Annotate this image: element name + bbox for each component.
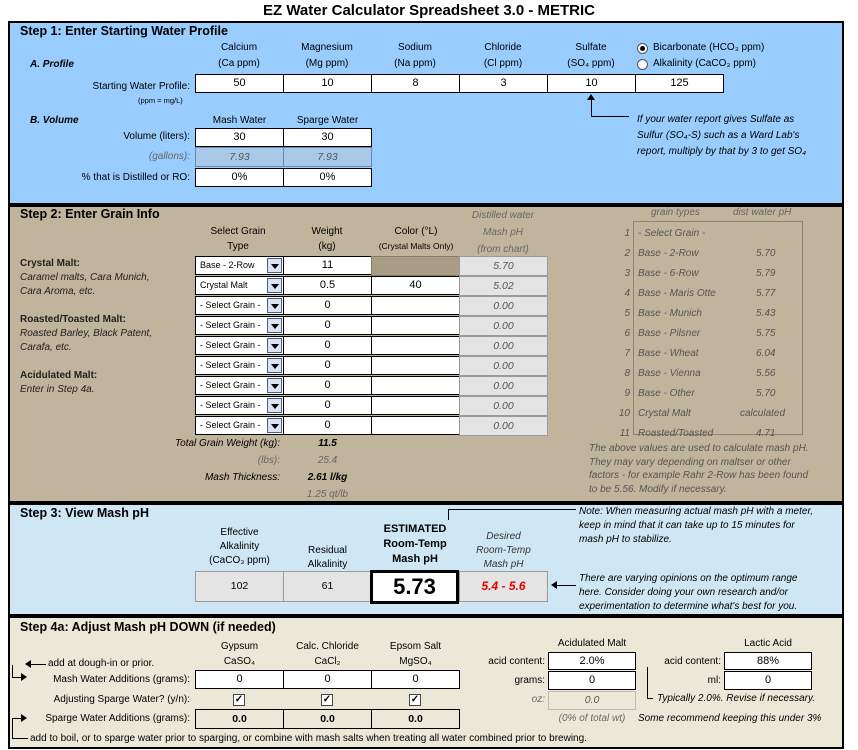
acid-grams-label: grams: xyxy=(514,675,545,686)
grain-select-6-value: - Select Grain - xyxy=(200,360,261,370)
thickness-value: 2.61 l/kg xyxy=(307,472,348,483)
roasted-malt-title: Roasted/Toasted Malt: xyxy=(20,314,126,325)
grain-select-9-value: - Select Grain - xyxy=(200,420,261,430)
ph-note1-l2: keep in mind that it can take up to 15 minutes for xyxy=(579,520,795,531)
chevron-down-icon[interactable] xyxy=(267,358,282,373)
grain-weight-9[interactable]: 0 xyxy=(283,416,372,435)
grain-weight-2[interactable]: 0.5 xyxy=(283,276,372,295)
dough-arrow-line xyxy=(30,664,46,665)
alkalinity-radio[interactable] xyxy=(637,59,648,70)
grain-color-2[interactable]: 40 xyxy=(371,276,460,295)
boil-arrow-vline xyxy=(12,718,13,739)
mash-distilled-input[interactable]: 0% xyxy=(195,168,284,187)
gypsum-sparge-checkbox[interactable]: ✓ xyxy=(234,694,244,705)
grain-weight-5[interactable]: 0 xyxy=(283,336,372,355)
gypsum-mash-input[interactable]: 0 xyxy=(195,670,284,689)
color-header-l1: Color (°L) xyxy=(394,226,438,237)
salt-epsom-name: Epsom Salt xyxy=(389,641,442,652)
eff-alk-l2: Alkalinity xyxy=(219,541,260,552)
mash-water-header: Mash Water xyxy=(212,115,267,126)
grain-ref-row xyxy=(600,324,810,344)
grain-note-l4: to be 5.56. Modify if necessary. xyxy=(589,483,727,495)
grain-weight-3[interactable]: 0 xyxy=(283,296,372,315)
dist-ph-header: dist water pH xyxy=(733,207,792,218)
grain-color-5[interactable] xyxy=(371,336,460,355)
crystal-malt-desc xyxy=(20,257,149,299)
grain-ref-num: 10 xyxy=(618,408,630,419)
grain-ph-3: 0.00 xyxy=(459,296,548,316)
epsom-sparge-value: 0.0 xyxy=(371,709,460,729)
ion-magnesium-name: Magnesium xyxy=(301,42,353,53)
roasted-malt-desc xyxy=(20,313,152,355)
grain-ref-num: 6 xyxy=(624,328,630,339)
grain-select-3[interactable] xyxy=(195,296,284,315)
crystal-malt-desc-l2: Cara Aroma, etc. xyxy=(20,286,96,297)
volume-liters-label: Volume (liters): xyxy=(123,131,190,142)
grain-ref-row xyxy=(600,304,810,324)
ion-calcium-unit: (Ca ppm) xyxy=(218,58,260,69)
eff-alk-value: 102 xyxy=(195,571,284,602)
grain-select-5-value: - Select Grain - xyxy=(200,340,261,350)
grain-weight-1[interactable]: 11 xyxy=(283,256,372,275)
est-l1: ESTIMATED xyxy=(383,523,447,535)
thickness-qt-value: 1.25 qt/lb xyxy=(306,489,349,500)
color-header-l2: (Crystal Malts Only) xyxy=(378,241,454,251)
acid-oz-label: oz: xyxy=(531,694,545,705)
step4a-heading: Step 4a: Adjust Mash pH DOWN (if needed) xyxy=(20,620,276,634)
total-weight-label: Total Grain Weight (kg): xyxy=(174,438,280,449)
boil-arrow-hline xyxy=(12,738,28,739)
acid-malt-header: Acidulated Malt xyxy=(557,638,627,649)
salt-cacl-formula: CaCl₂ xyxy=(314,656,341,667)
ion-calcium-name: Calcium xyxy=(220,42,258,53)
ion-sulfate-name: Sulfate xyxy=(575,42,607,53)
grain-color-9[interactable] xyxy=(371,416,460,435)
typical-arrow-hline xyxy=(647,698,653,699)
grain-reference-table xyxy=(600,224,810,444)
lactic-content-label: acid content: xyxy=(664,656,721,667)
sparge-water-header: Sparge Water xyxy=(296,115,359,126)
cacl-mash-input[interactable]: 0 xyxy=(283,670,372,689)
weight-header xyxy=(283,224,371,254)
grain-note-l3: factors - for example Rahr 2-Row has been found xyxy=(589,470,808,481)
grain-select-8[interactable] xyxy=(195,396,284,415)
grain-ref-ph: calculated xyxy=(740,408,786,419)
calcium-input[interactable]: 50 xyxy=(195,74,284,93)
grain-ref-num: 8 xyxy=(624,368,630,379)
grain-ref-name: Base - Maris Otte xyxy=(638,288,716,299)
chevron-down-icon[interactable] xyxy=(267,418,282,433)
sulfate-note-line2: Sulfur (SO₄-S) such as a Ward Lab's xyxy=(637,130,800,141)
boil-note: add to boil, or to sparge water prior to sparging, or combine with mash salts when treating all water combined prior to brewing. xyxy=(30,733,587,744)
grain-ref-name: Base - Other xyxy=(638,388,695,399)
chevron-down-icon[interactable] xyxy=(267,298,282,313)
grain-select-7-value: - Select Grain - xyxy=(200,380,261,390)
grain-ph-5: 0.00 xyxy=(459,336,548,356)
cacl-sparge-value: 0.0 xyxy=(283,709,372,729)
step2-heading: Step 2: Enter Grain Info xyxy=(20,207,160,221)
epsom-mash-input[interactable]: 0 xyxy=(371,670,460,689)
grain-select-5[interactable] xyxy=(195,336,284,355)
grain-color-6[interactable] xyxy=(371,356,460,375)
crystal-malt-title: Crystal Malt: xyxy=(20,258,81,269)
ph-note2-l1: There are varying opinions on the optimum range xyxy=(579,573,798,584)
acid-malt-desc xyxy=(20,369,97,397)
sparge-volume-input[interactable]: 30 xyxy=(283,128,372,147)
grain-ref-row xyxy=(600,424,810,444)
grain-select-4[interactable] xyxy=(195,316,284,335)
ion-magnesium-unit: (Mg ppm) xyxy=(305,58,349,69)
mash-volume-input[interactable]: 30 xyxy=(195,128,284,147)
grain-weight-4[interactable]: 0 xyxy=(283,316,372,335)
chevron-down-icon[interactable] xyxy=(267,278,282,293)
chevron-down-icon[interactable] xyxy=(267,318,282,333)
grain-select-2-value: Crystal Malt xyxy=(200,280,248,290)
ph-header-l2: Mash pH xyxy=(482,227,523,238)
select-grain-header-l2: Type xyxy=(227,241,249,252)
res-alk-l1: Residual xyxy=(308,545,347,556)
grain-select-4-value: - Select Grain - xyxy=(200,320,261,330)
grain-ref-name: Roasted/Toasted xyxy=(638,428,714,439)
eff-alk-label xyxy=(195,526,284,568)
grain-ref-num: 9 xyxy=(624,388,630,399)
grain-ref-row xyxy=(600,244,810,264)
dough-in-note: add at dough-in or prior. xyxy=(48,658,155,669)
chloride-input[interactable]: 3 xyxy=(459,74,548,93)
grain-note xyxy=(589,442,809,496)
grain-select-1-value: Base - 2-Row xyxy=(200,260,255,270)
eff-alk-l1: Effective xyxy=(220,527,259,538)
grain-select-6[interactable] xyxy=(195,356,284,375)
grain-color-4[interactable] xyxy=(371,316,460,335)
grain-ph-8: 0.00 xyxy=(459,396,548,416)
grain-ref-row xyxy=(600,344,810,364)
ph-note2-l2: here. Consider doing your own research and/or xyxy=(579,587,789,598)
pct-total-label: (0% of total wt) xyxy=(558,713,626,724)
ph-header-l1: Distilled water xyxy=(471,210,535,221)
step1-heading: Step 1: Enter Starting Water Profile xyxy=(20,24,228,38)
est-l3: Mash pH xyxy=(392,553,438,565)
grain-ref-ph: 5.43 xyxy=(756,308,776,319)
res-alk-value: 61 xyxy=(283,571,372,602)
grain-select-9[interactable] xyxy=(195,416,284,435)
grain-ref-ph: 5.70 xyxy=(756,388,776,399)
adjust-sparge-label: Adjusting Sparge Water? (y/n): xyxy=(53,694,190,705)
select-grain-header-l1: Select Grain xyxy=(210,226,266,237)
grain-ref-num: 4 xyxy=(624,288,630,299)
grain-ref-ph: 4.71 xyxy=(756,428,776,439)
starting-profile-label: Starting Water Profile: xyxy=(92,81,190,92)
grain-ph-9: 0.00 xyxy=(459,416,548,436)
grain-ref-name: Base - Munich xyxy=(638,308,702,319)
grain-ref-row xyxy=(600,284,810,304)
grain-ref-num: 3 xyxy=(624,268,630,279)
acid-malt-grams-input[interactable]: 0 xyxy=(548,671,636,690)
ion-sodium-unit: (Na ppm) xyxy=(394,58,436,69)
volume-label: B. Volume xyxy=(30,115,79,126)
dough-arrow-head xyxy=(25,660,31,668)
total-weight-value: 11.5 xyxy=(318,438,337,449)
grain-ref-name: Base - Vienna xyxy=(638,368,701,379)
sodium-input[interactable]: 8 xyxy=(371,74,460,93)
grain-ref-row xyxy=(600,224,810,244)
grain-ref-name: Base - Pilsner xyxy=(638,328,701,339)
sparge-distilled-input[interactable]: 0% xyxy=(283,168,372,187)
res-alk-l2: Alkalinity xyxy=(307,559,348,570)
lactic-header: Lactic Acid xyxy=(744,638,792,649)
est-mash-ph-label xyxy=(367,522,463,567)
note-arrow-vline xyxy=(448,509,449,520)
select-grain-header xyxy=(190,224,286,254)
weight-header-l2: (kg) xyxy=(318,241,336,252)
grain-weight-8[interactable]: 0 xyxy=(283,396,372,415)
grain-ref-ph: 6.04 xyxy=(756,348,776,359)
ph-note1-l1: Note: When measuring actual mash pH with a meter, xyxy=(579,506,813,517)
typical-arrow-vline xyxy=(647,667,648,699)
ion-sulfate-unit: (SO₄ ppm) xyxy=(567,58,615,69)
grain-ph-2: 5.02 xyxy=(459,276,548,296)
ion-sodium-name: Sodium xyxy=(398,42,432,53)
note-arrow-hline xyxy=(448,509,576,510)
grain-ph-7: 0.00 xyxy=(459,376,548,396)
grain-select-8-value: - Select Grain - xyxy=(200,400,261,410)
ppm-note: (ppm = mg/L) xyxy=(138,96,183,105)
ph-note2-l3: experimentation to determine what's best for you. xyxy=(579,601,798,612)
grain-ref-num: 11 xyxy=(619,428,630,439)
bicarbonate-input[interactable]: 125 xyxy=(635,74,724,93)
chevron-down-icon[interactable] xyxy=(267,398,282,413)
desired-l2: Room-Temp xyxy=(476,545,531,556)
color-header xyxy=(368,224,464,254)
grain-ref-num: 1 xyxy=(624,228,630,239)
lbs-value: 25.4 xyxy=(317,455,338,466)
grain-ref-name: Crystal Malt xyxy=(638,408,691,419)
grain-color-7[interactable] xyxy=(371,376,460,395)
mash-ph-note xyxy=(579,505,813,547)
acid-malt-desc-l1: Enter in Step 4a. xyxy=(20,384,95,395)
salt-gypsum-formula: CaSO₄ xyxy=(223,656,256,667)
bicarbonate-label: Bicarbonate (HCO₃ ppm) xyxy=(653,42,765,53)
sparge-gallons: 7.93 xyxy=(283,147,372,167)
cacl-sparge-checkbox[interactable]: ✓ xyxy=(322,694,332,705)
salt-cacl-name: Calc. Chloride xyxy=(296,641,359,652)
grain-ref-row xyxy=(600,364,810,384)
lactic-content-input[interactable]: 88% xyxy=(724,652,812,670)
sparge-arrow-head xyxy=(21,714,27,722)
acid-malt-content-input[interactable]: 2.0% xyxy=(548,652,636,670)
grain-ph-1: 5.70 xyxy=(459,256,548,276)
grain-ref-ph: 5.79 xyxy=(756,268,776,279)
roasted-malt-desc-l1: Roasted Barley, Black Patent, xyxy=(20,328,153,339)
desired-ph-value: 5.4 - 5.6 xyxy=(459,571,548,602)
grain-weight-6[interactable]: 0 xyxy=(283,356,372,375)
lbs-label: (lbs): xyxy=(257,455,280,466)
grain-color-1 xyxy=(371,256,461,276)
mash-additions-label: Mash Water Additions (grams): xyxy=(53,674,190,685)
magnesium-input[interactable]: 10 xyxy=(283,74,372,93)
profile-label: A. Profile xyxy=(30,59,74,70)
ion-chloride-name: Chloride xyxy=(484,42,522,53)
step3-heading: Step 3: View Mash pH xyxy=(20,506,149,520)
sulfate-arrow-head xyxy=(587,94,595,100)
grain-ref-row xyxy=(600,404,810,424)
desired-arrow-head xyxy=(551,581,557,589)
salt-gypsum-name: Gypsum xyxy=(220,641,259,652)
sulfate-note-line1: If your water report gives Sulfate as xyxy=(637,114,795,125)
grain-ref-name: Base - 2-Row xyxy=(638,248,699,259)
chevron-down-icon[interactable] xyxy=(267,258,282,273)
grain-color-3[interactable] xyxy=(371,296,460,315)
chevron-down-icon[interactable] xyxy=(267,338,282,353)
epsom-sparge-checkbox[interactable]: ✓ xyxy=(410,694,420,705)
thickness-label: Mash Thickness: xyxy=(204,472,280,483)
ion-chloride-unit: (Cl ppm) xyxy=(483,58,523,69)
distilled-label: % that is Distilled or RO: xyxy=(81,172,190,183)
sulfate-note-line3: report, multiply by that by 3 to get SO₄ xyxy=(637,146,807,157)
grain-ref-name: Base - 6-Row xyxy=(638,268,699,279)
sparge-additions-label: Sparge Water Additions (grams): xyxy=(45,713,190,724)
desired-l3: Mash pH xyxy=(483,559,524,570)
res-alk-label xyxy=(283,544,372,572)
desired-l1: Desired xyxy=(486,531,521,542)
page-title: EZ Water Calculator Spreadsheet 3.0 - METRIC xyxy=(262,2,596,19)
grain-select-3-value: - Select Grain - xyxy=(200,300,261,310)
sulfate-arrow-hline xyxy=(591,116,629,117)
grain-ph-6: 0.00 xyxy=(459,356,548,376)
crystal-malt-desc-l1: Caramel malts, Cara Munich, xyxy=(20,272,150,283)
roasted-malt-desc-l2: Carafa, etc. xyxy=(20,342,72,353)
ph-header xyxy=(456,207,550,258)
grain-ref-ph: 5.77 xyxy=(756,288,776,299)
desired-ph-label xyxy=(459,530,548,572)
alkalinity-label: Alkalinity (CaCO₃ ppm) xyxy=(653,58,756,69)
grain-select-7[interactable] xyxy=(195,376,284,395)
grain-ref-row xyxy=(600,384,810,404)
grain-note-l2: They may vary depending on maltser or other xyxy=(589,456,791,468)
grain-ref-ph: 5.56 xyxy=(756,368,776,379)
grain-color-8[interactable] xyxy=(371,396,460,415)
lactic-ml-label: ml: xyxy=(707,675,721,686)
lactic-ml-input[interactable]: 0 xyxy=(724,671,812,690)
grain-ref-ph: 5.70 xyxy=(756,248,776,259)
grain-ref-name: Base - Wheat xyxy=(638,348,699,359)
acid-malt-title: Acidulated Malt: xyxy=(20,370,98,381)
grain-select-1[interactable] xyxy=(195,256,284,275)
grain-weight-7[interactable]: 0 xyxy=(283,376,372,395)
desired-arrow-line xyxy=(556,585,576,586)
typical-note: Typically 2.0%. Revise if necessary. xyxy=(657,693,816,704)
grain-select-2[interactable] xyxy=(195,276,284,295)
sulfate-note xyxy=(637,112,806,160)
grain-ref-ph: 5.75 xyxy=(756,328,776,339)
est-l2: Room-Temp xyxy=(383,538,447,550)
eff-alk-l3: (CaCO₃ ppm) xyxy=(209,555,270,566)
ph-header-l3: (from chart) xyxy=(477,244,529,255)
weight-header-l1: Weight xyxy=(311,226,343,237)
mash-gallons: 7.93 xyxy=(195,147,284,167)
grain-ref-row xyxy=(600,264,810,284)
mash-ph-value: 5.73 xyxy=(370,570,459,604)
grain-types-header: grain types xyxy=(651,207,700,218)
grain-ph-4: 0.00 xyxy=(459,316,548,336)
ph-note1-l3: mash pH to stabilize. xyxy=(579,534,672,545)
grain-ref-name: - Select Grain - xyxy=(638,228,706,239)
grain-ref-num: 5 xyxy=(624,308,630,319)
grain-ref-num: 7 xyxy=(624,348,630,359)
desired-ph-note xyxy=(579,572,797,614)
grain-ref-num: 2 xyxy=(624,248,630,259)
chevron-down-icon[interactable] xyxy=(267,378,282,393)
grain-note-l1: The above values are used to calculate mash pH. xyxy=(589,443,809,454)
salt-epsom-formula: MgSO₄ xyxy=(399,656,432,667)
keep-note: Some recommend keeping this under 3% xyxy=(638,713,822,724)
gallons-label: (gallons): xyxy=(148,151,190,162)
acid-content-label: acid content: xyxy=(488,656,545,667)
gypsum-sparge-value: 0.0 xyxy=(195,709,284,729)
bicarbonate-radio[interactable] xyxy=(637,43,648,54)
acid-malt-oz-value: 0.0 xyxy=(548,691,636,710)
sulfate-input[interactable]: 10 xyxy=(547,74,636,93)
